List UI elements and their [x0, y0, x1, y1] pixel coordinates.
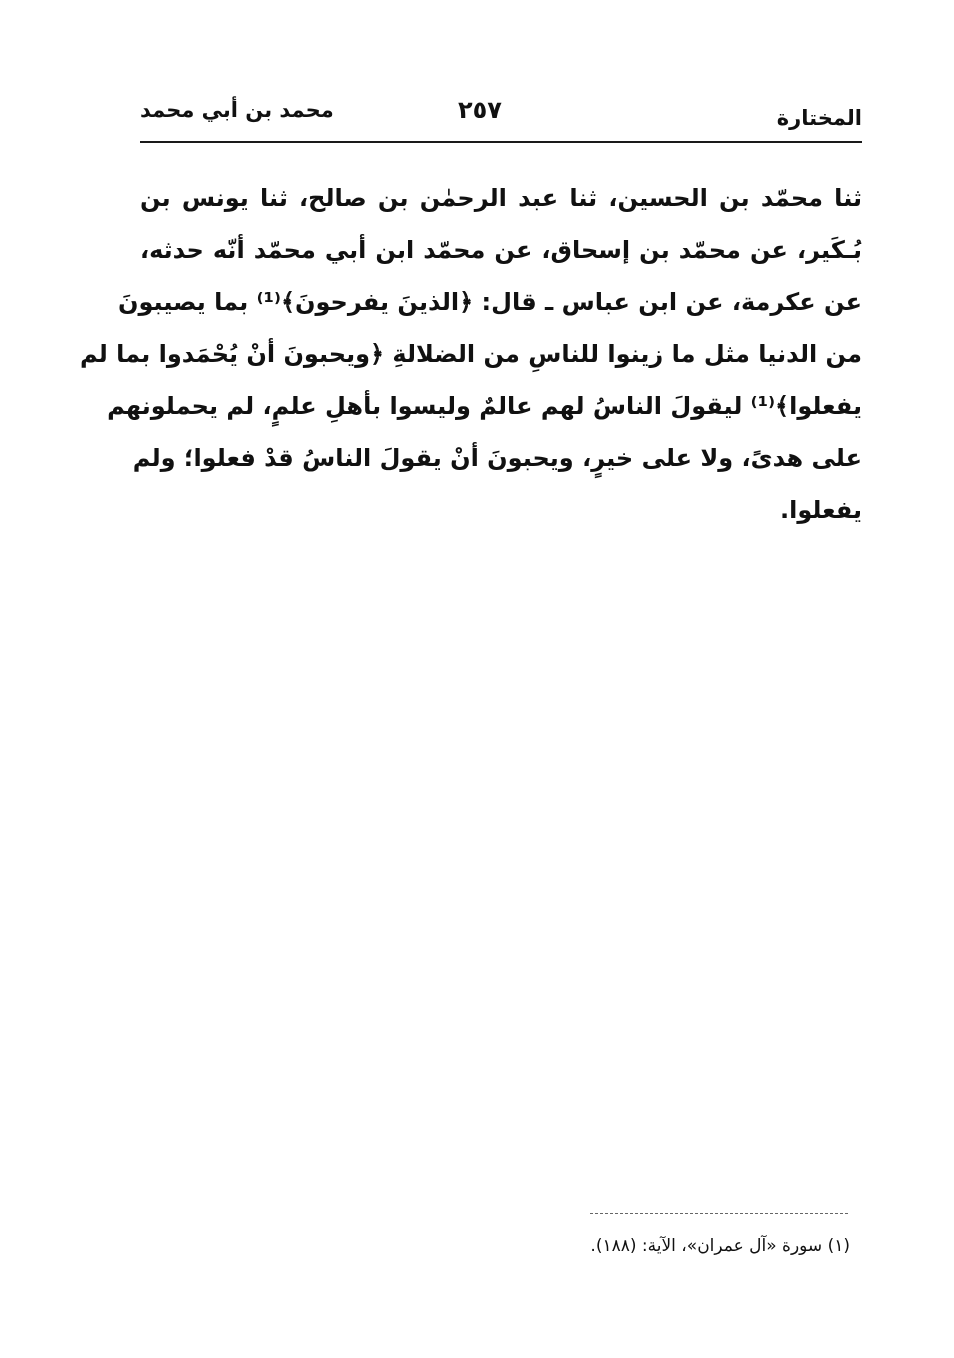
page-number: ٢٥٧: [458, 96, 502, 124]
text-line: ثنا محمّد بن الحسين، ثنا عبد الرحمٰن بن صالح، ثنا يونس بن: [140, 184, 862, 212]
footnote: (١) سورة «آل عمران»، الآية: (١٨٨).: [590, 1236, 850, 1256]
page-header: [140, 96, 862, 142]
text-line: يفعلوا﴾⁽¹⁾ ليقولَ الناسُ لهم عالمٌ وليسوا بأهلِ علمٍ، لم يحملونهم: [107, 392, 862, 420]
text-line: عن عكرمة، عن ابن عباس ـ قال: ﴿الذينَ يفرحونَ﴾⁽¹⁾ بما يصيبونَ: [118, 288, 862, 316]
header-divider: [140, 141, 862, 143]
text-line: يفعلوا.: [779, 496, 862, 524]
text-line: من الدنيا مثل ما زينوا للناسِ من الضلالةِ ﴿ويحبونَ أنْ يُحْمَدوا بما لم: [79, 340, 862, 368]
text-line: على هدىً، ولا على خيرٍ، ويحبونَ أنْ يقولَ الناسُ قدْ فعلوا؛ ولم: [132, 444, 862, 472]
chapter-title: محمد بن أبي محمد: [140, 98, 334, 122]
main-text: [79, 172, 862, 536]
book-title: المختارة: [776, 106, 862, 130]
footnote-divider: [590, 1213, 848, 1214]
text-line: بُـكَير، عن محمّد بن إسحاق، عن محمّد ابن أبي محمّد أنّه حدثه،: [140, 236, 862, 264]
